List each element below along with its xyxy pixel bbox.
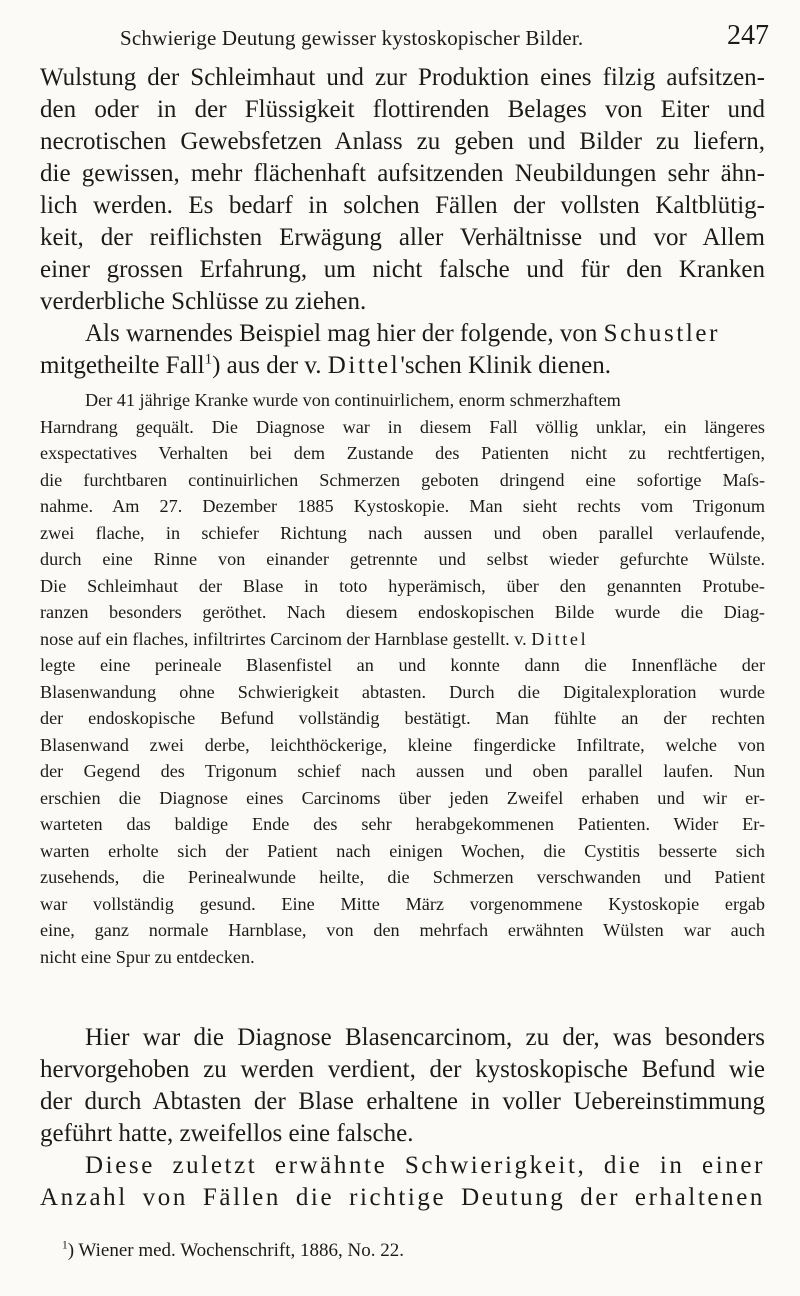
text-line: die gewissen, mehr flächenhaft aufsitzenden Neubildungen sehr ähn- xyxy=(40,160,765,187)
text-line: Diese zuletzt erwähnte Schwierigkeit, die in einer xyxy=(85,1152,765,1179)
text-segment: Als warnendes Beispiel mag hier der folgende, von xyxy=(85,320,598,347)
text-line: nicht eine Spur zu entdecken. xyxy=(40,946,255,967)
text-line: der Gegend des Trigonum schief nach aussen und oben parallel laufen. Nun xyxy=(40,761,765,781)
text-segment: mitgetheilte Fall xyxy=(40,352,205,379)
paragraph-4 xyxy=(40,1150,765,1214)
text-line: einer grossen Erfahrung, um nicht falsche und für den Kranken xyxy=(40,256,765,283)
footnote xyxy=(62,1238,404,1264)
text-line: geführt hatte, zweifellos eine falsche. xyxy=(40,1120,414,1147)
footnote-marker: 1 xyxy=(62,1239,68,1252)
text-line: der endoskopische Befund vollständig bestätigt. Man fühlte an der rechten xyxy=(40,708,765,728)
text-segment: 'schen Klinik dienen. xyxy=(400,352,612,379)
text-line xyxy=(40,350,765,382)
text-line: Blasenwandung ohne Schwierigkeit abtasten. Durch die Digitalexploration wurde xyxy=(40,681,765,702)
page-header xyxy=(0,22,800,58)
text-line: ranzen besonders geröthet. Nach diesem endoskopischen Bilde wurde die Diag- xyxy=(40,602,765,622)
text-line: zusehends, die Perinealwunde heilte, die Schmerzen verschwanden und Patient xyxy=(40,867,765,887)
text-line xyxy=(40,318,765,350)
text-line: warten erholte sich der Patient nach einigen Wochen, die Cystitis besserte sich xyxy=(40,840,765,861)
text-line: Der 41 jährige Kranke wurde von continuirlichem, enorm schmerzhaftem xyxy=(85,390,621,410)
text-line: der durch Abtasten der Blase erhaltene in voller Uebereinstimmung xyxy=(40,1088,765,1115)
text-line: den oder in der Flüssigkeit flottirenden Belages von Eiter und xyxy=(40,96,765,123)
text-line: hervorgehoben zu werden verdient, der kystoskopische Befund wie xyxy=(40,1056,765,1083)
text-line: erschien die Diagnose eines Carcinoms über jeden Zweifel erhaben und wir er- xyxy=(40,787,765,808)
text-segment: nose auf ein flaches, infiltrirtes Carcinom der Harnblase gestellt. v. xyxy=(40,628,527,649)
text-line: eine, ganz normale Harnblase, von den mehrfach erwähnten Wülsten war auch xyxy=(40,920,765,940)
paragraph-3 xyxy=(40,1022,765,1150)
text-line: verderbliche Schlüsse zu ziehen. xyxy=(40,288,367,315)
text-line: war vollständig gesund. Eine Mitte März vorgenommene Kystoskopie ergab xyxy=(40,893,765,914)
author-name: Dittel xyxy=(327,352,401,379)
paragraph-2 xyxy=(40,318,765,382)
text-line: Blasenwand zwei derbe, leichthöckerige, kleine fingerdicke Infiltrate, welche von xyxy=(40,734,765,755)
footnote-marker: 1 xyxy=(204,351,213,368)
text-line: durch eine Rinne von einander getrennte und selbst wieder gefurchte Wülste. xyxy=(40,549,765,569)
text-line: Hier war die Diagnose Blasencarcinom, zu der, was besonders xyxy=(85,1024,765,1051)
text-line: necrotischen Gewebsfetzen Anlass zu geben und Bilder zu liefern, xyxy=(40,128,765,155)
text-line: exspectatives Verhalten bei dem Zustande des Patienten nicht zu rechtfertigen, xyxy=(40,443,765,463)
text-line: zwei flache, in schiefer Richtung nach aussen und oben parallel verlaufende, xyxy=(40,522,765,543)
text-line: Wulstung der Schleimhaut und zur Produktion eines filzig aufsitzen- xyxy=(40,64,765,91)
author-name: Schustler xyxy=(603,320,721,347)
paragraph-1 xyxy=(40,62,765,318)
text-segment: ) aus der v. xyxy=(212,352,322,379)
text-line: lich werden. Es bedarf in solchen Fällen der vollsten Kaltblütig- xyxy=(40,192,765,219)
text-line: warteten das baldige Ende des sehr herabgekommenen Patienten. Wider Er- xyxy=(40,814,765,834)
text-line xyxy=(40,626,765,653)
text-line: Anzahl von Fällen die richtige Deutung der erhaltenen xyxy=(40,1184,765,1211)
page-number: 247 xyxy=(727,20,769,51)
text-line: legte eine perineale Blasenfistel an und konnte dann die Innenfläche der xyxy=(40,655,765,675)
text-line: keit, der reiflichsten Erwägung aller Verhältnisse und vor Allem xyxy=(40,224,765,251)
text-line: Die Schleimhaut der Blase in toto hyperämisch, über den genannten Protube- xyxy=(40,575,765,596)
text-line: die furchtbaren continuirlichen Schmerzen geboten dringend eine sofortige Maſs- xyxy=(40,469,765,490)
case-report xyxy=(40,387,765,970)
text-line: Harndrang gequält. Die Diagnose war in diesem Fall völlig unklar, ein längeres xyxy=(40,416,765,437)
footnote-text: ) Wiener med. Wochenschrift, 1886, No. 22. xyxy=(67,1240,404,1261)
text-line: nahme. Am 27. Dezember 1885 Kystoskopie. Man sieht rechts vom Trigonum xyxy=(40,496,765,516)
running-title: Schwierige Deutung gewisser kystoskopischer Bilder. xyxy=(120,26,584,50)
author-name: Dittel xyxy=(531,628,589,649)
